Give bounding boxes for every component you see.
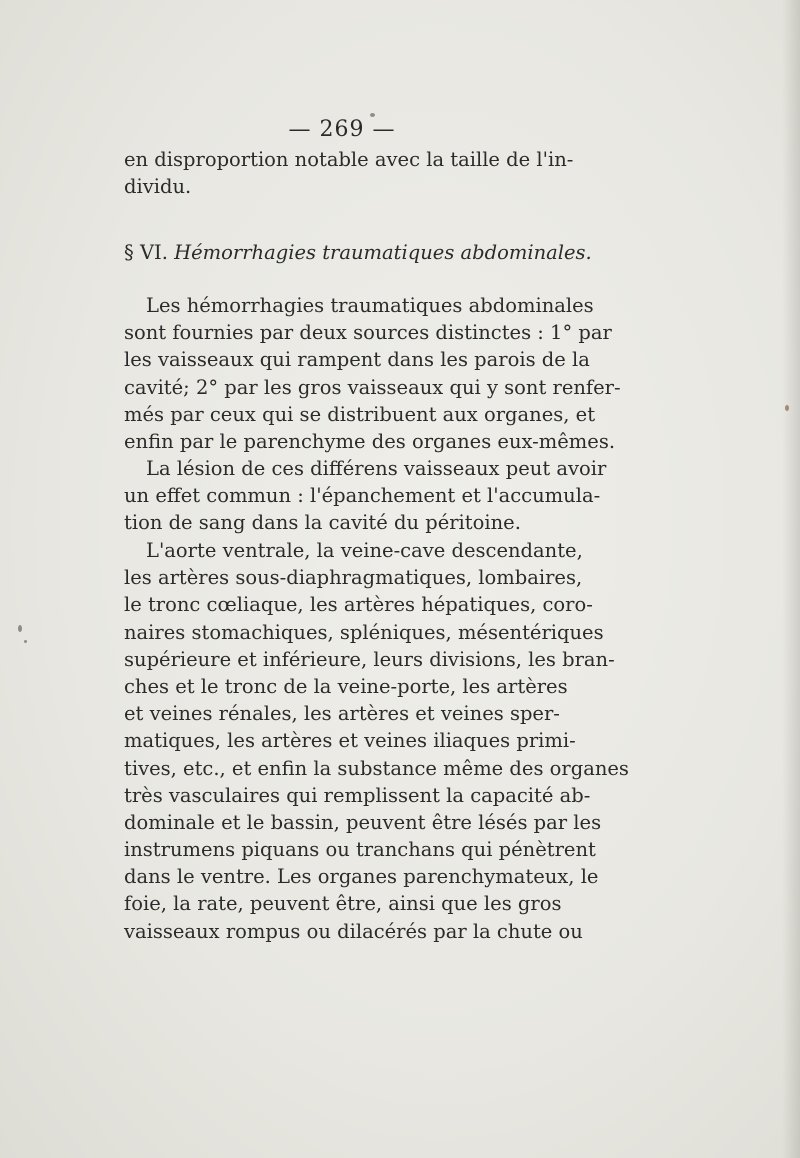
text-line: tion de sang dans la cavité du péritoine. <box>124 511 521 535</box>
paragraph-3 <box>124 537 629 945</box>
text-line: les artères sous-diaphragmatiques, lombaires, <box>124 566 583 590</box>
section-heading <box>124 241 592 264</box>
text-line: enfin par le parenchyme des organes eux-mêmes. <box>124 429 616 453</box>
text-line: sont fournies par deux sources distinctes : 1° par <box>124 321 612 345</box>
text-line: dividu. <box>124 175 192 199</box>
text-line: La lésion de ces différens vaisseaux peut avoir <box>146 457 607 480</box>
intro-paragraph <box>124 146 574 200</box>
text-line: et veines rénales, les artères et veines sper- <box>124 702 560 726</box>
page-edge-shadow <box>782 0 800 1158</box>
ink-speck <box>24 640 27 643</box>
text-line: Les hémorrhagies traumatiques abdominales <box>146 294 594 317</box>
paragraph-2 <box>124 455 607 537</box>
text-line: dominale et le bassin, peuvent être lésés par les <box>124 810 602 834</box>
text-line: L'aorte ventrale, la veine-cave descendante, <box>146 539 583 562</box>
text-line: tives, etc., et enfin la substance même des organes <box>124 756 629 780</box>
text-line: les vaisseaux qui rampent dans les parois de la <box>124 348 590 372</box>
ink-speck <box>785 405 789 411</box>
text-line: naires stomachiques, spléniques, mésentériques <box>124 620 604 644</box>
text-line: très vasculaires qui remplissent la capacité ab- <box>124 783 591 807</box>
text-line: vaisseaux rompus ou dilacérés par la chute ou <box>124 919 583 943</box>
text-line: en disproportion notable avec la taille de l'in- <box>124 148 574 171</box>
text-line: supérieure et inférieure, leurs divisions, les bran- <box>124 647 615 671</box>
text-line: ches et le tronc de la veine-porte, les artères <box>124 674 568 698</box>
text-line: dans le ventre. Les organes parenchymateux, le <box>124 865 599 889</box>
text-line: matiques, les artères et veines iliaques primi- <box>124 729 576 753</box>
ink-speck <box>370 113 375 117</box>
text-line: foie, la rate, peuvent être, ainsi que les gros <box>124 892 562 916</box>
text-line: le tronc cœliaque, les artères hépatiques, coro- <box>124 593 593 617</box>
ink-speck <box>18 625 22 632</box>
text-line: més par ceux qui se distribuent aux organes, et <box>124 402 596 426</box>
text-line: un effet commun : l'épanchement et l'accumula- <box>124 484 601 508</box>
text-line: instrumens piquans ou tranchans qui pénètrent <box>124 838 596 862</box>
section-number: § VI. <box>124 241 168 264</box>
section-title: Hémorrhagies traumatiques abdominales. <box>174 241 592 264</box>
paragraph-1 <box>124 292 621 455</box>
text-line: cavité; 2° par les gros vaisseaux qui y sont renfer- <box>124 375 621 399</box>
page-number: — 269 — <box>288 117 396 142</box>
